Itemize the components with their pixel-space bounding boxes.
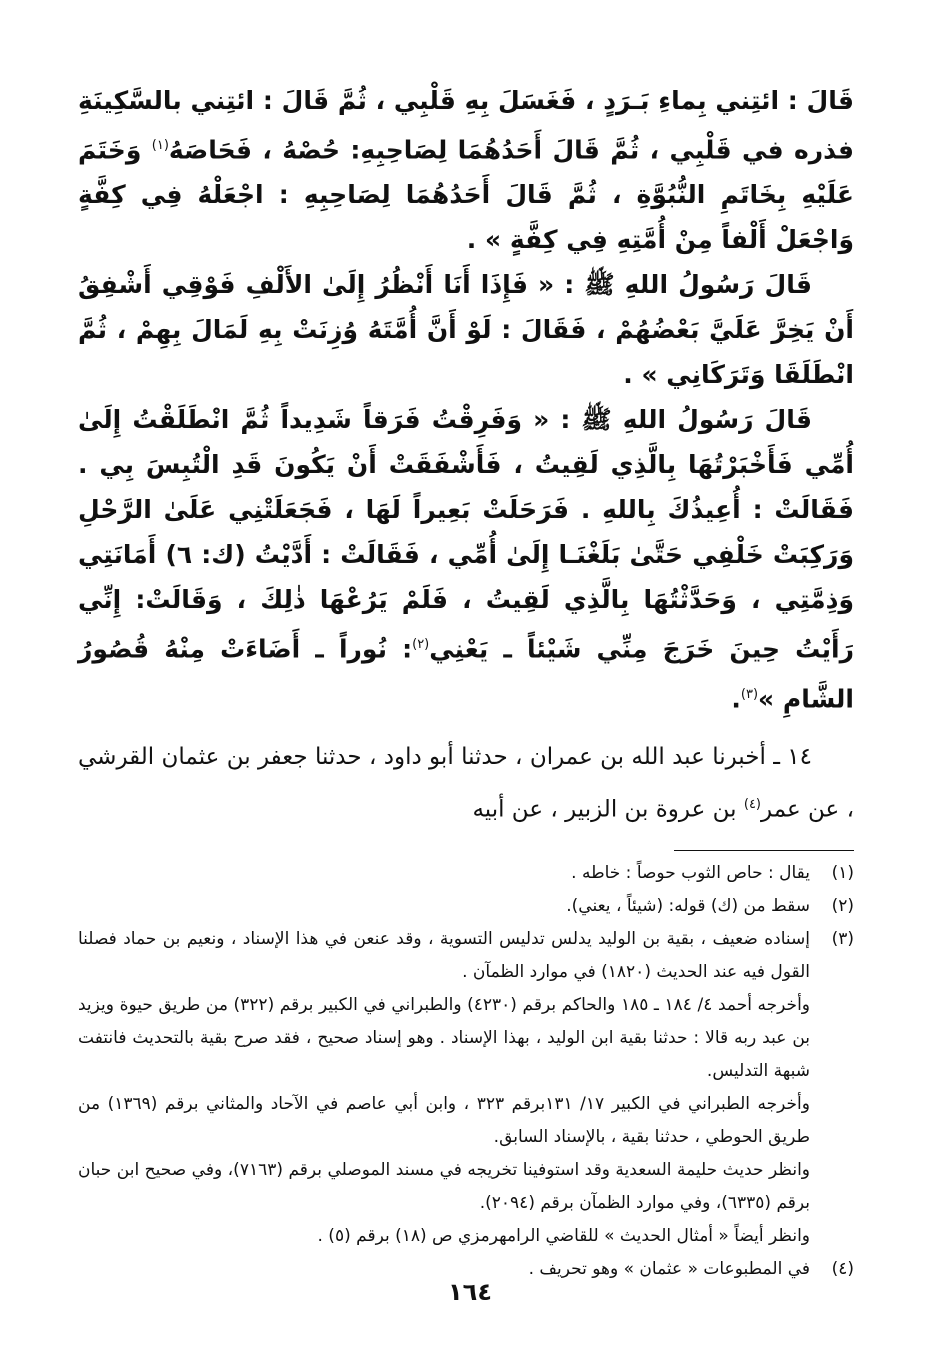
- footnote-number: (٤): [831, 1258, 854, 1279]
- footnote-ref: (٢): [412, 637, 430, 653]
- footnote-body: [78, 923, 810, 1253]
- paragraph-text: قَالَ رَسُولُ اللهِ ﷺ : « وَفَرِقْتُ فَرَقاً شَدِيداً ثُمَّ انْطَلَقْتُ إِلَىٰ أُمِّي فَأَخْبَرْتُهَا بِالَّذِي لَقِيتُ ، فَأَشْفَقَتْ أَنْ يَكُونَ قَدِ الْتُبِسَ بِي . فَقَالَتْ : أُعِيذُكَ بِاللهِ . فَرَحَلَتْ بَعِيراً لَهَا ، فَجَعَلَتْنِي عَلَىٰ الرَّحْلِ وَرَكِبَتْ خَلْفِي حَتَّىٰ بَلَغْنَـا إِلَىٰ أُمِّي ، فَقَالَتْ : أَدَّيْتُ (ك: ٦) أَمَانَتِي وَذِمَّتِي ، وَحَدَّثْتُهَا بِالَّذِي لَقِيتُ ، فَلَمْ يَرُعْهَا ذٰلِكَ ، وَقَالَتْ: إِنِّي رَأَيْتُ حِينَ خَرَجَ مِنِّي شَيْئاً ـ يَعْنِي: [78, 405, 854, 664]
- footnote-separator: [674, 850, 854, 851]
- paragraph-1: [78, 78, 854, 262]
- page-number: ١٦٤: [448, 1278, 492, 1306]
- footnote-body: [78, 890, 810, 923]
- footnote-number: (١): [831, 862, 854, 883]
- footnote-ref: (١): [151, 138, 169, 153]
- paragraph-text: قَالَ رَسُولُ اللهِ ﷺ : « فَإِذَا أَنَا أَنْظُرُ إِلَىٰ الأَلْفِ فَوْقِي أَشْفِقُ أَنْ يَخِرَّ عَلَيَّ بَعْضُهُمْ ، فَقَالَ : لَوْ أَنَّ أُمَّتَهُ وُزِنَتْ بِهِ لَمَالَ بِهِمْ ، ثُمَّ انْطَلَقَا وَتَرَكَانِي » .: [78, 270, 854, 390]
- footnote-ref: (٤): [743, 796, 761, 812]
- paragraph-text: ١٤ ـ أخبرنا عبد الله بن عمران ، حدثنا أبو داود ، حدثنا جعفر بن عثمان القرشي ، عن عمر: [78, 743, 854, 823]
- footnotes: [78, 857, 854, 1286]
- footnote-number: (٢): [831, 895, 854, 916]
- footnote-line: وانظر أيضاً « أمثال الحديث » للقاضي الرامهرمزي ص (١٨) برقم (٥) .: [317, 1225, 810, 1246]
- paragraph-2: [78, 262, 854, 397]
- paragraph-3: [78, 397, 854, 721]
- footnote-ref: (٣): [740, 686, 759, 702]
- footnote-line: في المطبوعات « عثمان » وهو تحريف .: [528, 1258, 810, 1279]
- main-text: [78, 78, 854, 834]
- hadith-14: [78, 733, 854, 834]
- footnote-2: [78, 890, 854, 923]
- footnote-3: [78, 923, 854, 1253]
- paragraph-text: قَالَ : ائتِني بِماءِ بَـرَدٍ ، فَغَسَلَ بِهِ قَلْبِي ، ثُمَّ قَالَ : ائتِني بالسَّكِينَةِ فذره في قَلْبِي ، ثُمَّ قَالَ أَحَدُهُمَا لِصَاحِبِهِ: حُصْهُ ، فَحَاصَهُ: [78, 86, 854, 165]
- footnote-body: [78, 857, 810, 890]
- footnote-line: وأخرجه أحمد ٤/ ١٨٤ ـ ١٨٥ والحاكم برقم (٤٢٣٠) والطبراني في الكبير برقم (٣٢٢) من طريق حيوة ويزيد بن عبد ربه قالا : حدثنا بقية ابن الوليد ، بهذا الإسناد . وهو إسناد صحيح ، فقد صرح بقية بالتحديث فانتفت شبهة التدليس.: [78, 994, 810, 1081]
- footnote-line: يقال : حاص الثوب حوصاً : خاطه .: [571, 862, 810, 883]
- footnote-line: وأخرجه الطبراني في الكبير ١٧/ ١٣١برقم ٣٢٣ ، وابن أبي عاصم في الآحاد والمثاني برقم (١٣٦٩) من طريق الحوطي ، حدثنا بقية ، بالإسناد السابق.: [78, 1093, 810, 1147]
- paragraph-tail: وَخَتَمَ عَلَيْهِ بِخَاتَمِ النُّبُوَّةِ ، ثُمَّ قَالَ أَحَدُهُمَا لِصَاحِبِهِ : اجْعَلْهُ فِي كِفَّةٍ وَاجْعَلْ أَلْفاً مِنْ أُمَّتِهِ فِي كِفَّةٍ » .: [78, 135, 854, 255]
- footnote-1: [78, 857, 854, 890]
- footnote-number: (٣): [831, 928, 854, 949]
- footnote-line: إسناده ضعيف ، بقية بن الوليد يدلس تدليس التسوية ، وقد عنعن في هذا الإسناد ، ونعيم بن حماد فصلنا القول فيه عند الحديث (١٨٢٠) في موارد الظمآن .: [78, 928, 810, 982]
- footnote-line: سقط من (ك) قوله: (شيئاً ، يعني).: [566, 895, 810, 916]
- footnote-line: وانظر حديث حليمة السعدية وقد استوفينا تخريجه في مسند الموصلي برقم (٧١٦٣)، وفي صحيح ابن حبان برقم (٦٣٣٥)، وفي موارد الظمآن برقم (٢٠٩٤).: [78, 1159, 811, 1213]
- paragraph-tail: .: [731, 683, 741, 713]
- paragraph-tail: : نُوراً ـ أَضَاءَتْ مِنْهُ قُصُورُ الشَّامِ »: [78, 634, 854, 713]
- paragraph-tail: بن عروة بن الزبير ، عن أبيه: [472, 796, 744, 823]
